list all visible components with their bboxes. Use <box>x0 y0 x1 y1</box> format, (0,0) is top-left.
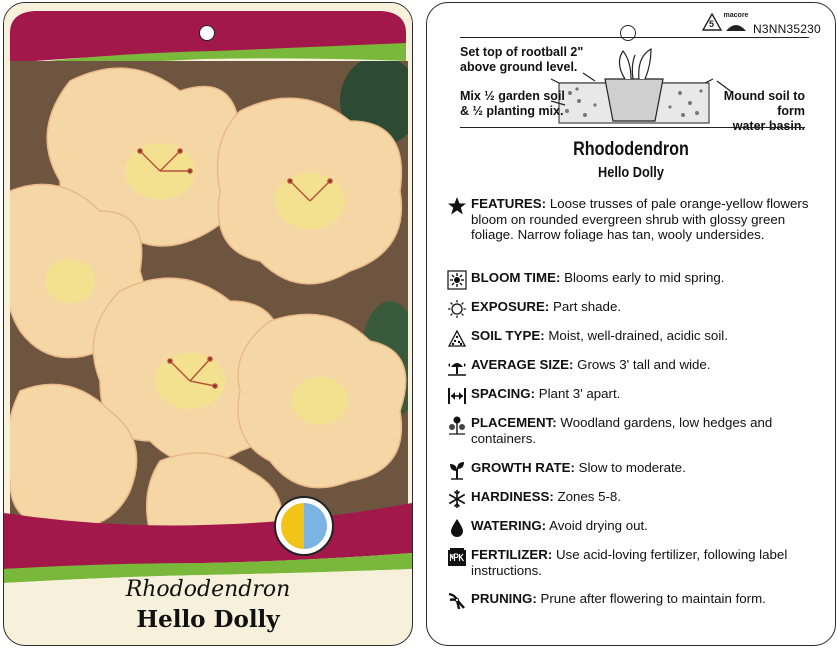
feature-bloom-time <box>447 270 822 286</box>
plant-subtitle: Hello Dolly <box>598 164 664 181</box>
star-icon <box>447 196 467 216</box>
feature-key: SPACING: <box>471 386 536 401</box>
bloom-icon <box>447 270 467 290</box>
feature-key: AVERAGE SIZE: <box>471 357 574 372</box>
feature-text: Plant 3' apart. <box>538 386 621 401</box>
hang-hole <box>199 25 215 41</box>
feature-watering <box>447 518 822 534</box>
cultivar-name: Hello Dolly <box>136 606 280 633</box>
placement-icon <box>447 415 467 435</box>
back-tag <box>426 2 836 646</box>
label-mound-line1: Mound soil to form <box>723 89 805 118</box>
hang-hole <box>620 25 636 41</box>
feature-text: Grows 3' tall and wide. <box>577 357 711 372</box>
feature-text: Part shade. <box>553 299 622 314</box>
feature-soil-type <box>447 328 822 344</box>
label-mound-line2: water basin. <box>732 119 805 133</box>
feature-key: HARDINESS: <box>471 489 554 504</box>
feature-key: PLACEMENT: <box>471 415 557 430</box>
feature-text: Slow to moderate. <box>578 460 686 475</box>
product-code: N3NN35230 <box>753 22 821 36</box>
divider-top <box>460 37 809 38</box>
brand-text: macore <box>723 12 749 19</box>
genus-name: Rhododendron <box>125 577 291 602</box>
label-rootball <box>460 45 583 75</box>
snowflake-icon <box>447 489 467 509</box>
spacing-icon <box>447 386 467 406</box>
label-rootball-line1: Set top of rootball 2" <box>460 45 584 59</box>
feature-hardiness <box>447 489 822 505</box>
label-mix-line1: Mix ½ garden soil <box>460 89 565 103</box>
part-shade-icon <box>274 496 334 556</box>
feature-placement <box>447 415 822 446</box>
sun-icon <box>447 299 467 319</box>
bottom-band <box>4 473 412 593</box>
feature-key: SOIL TYPE: <box>471 328 545 343</box>
feature-text: Blooms early to mid spring. <box>564 270 725 285</box>
feature-growth-rate <box>447 460 822 476</box>
size-icon <box>447 357 467 377</box>
feature-features <box>447 196 822 243</box>
feature-key: FERTILIZER: <box>471 547 553 562</box>
feature-text: Prune after flowering to maintain form. <box>540 591 766 606</box>
feature-text: Woodland gardens, low hedges and containers. <box>471 415 773 446</box>
feature-spacing <box>447 386 822 402</box>
pruners-icon <box>447 591 467 611</box>
feature-key: PRUNING: <box>471 591 537 606</box>
water-drop-icon <box>447 518 467 538</box>
feature-text: Use acid-loving fertilizer, following label instructions. <box>471 547 788 578</box>
label-mix <box>460 89 565 119</box>
flower-photo <box>10 61 408 533</box>
feature-average-size <box>447 357 822 373</box>
recycle-number: 5 <box>709 19 715 29</box>
divider-mid <box>460 127 805 128</box>
feature-key: FEATURES: <box>471 196 547 211</box>
feature-exposure <box>447 299 822 315</box>
feature-text: Loose trusses of pale orange-yellow flowers bloom on rounded evergreen shrub with glossy green foliage. Narrow foliage has tan, wooly undersides. <box>471 196 809 242</box>
feature-key: WATERING: <box>471 518 547 533</box>
feature-text: Avoid drying out. <box>549 518 648 533</box>
label-rootball-line2: above ground level. <box>460 60 578 74</box>
label-mix-line2: & ½ planting mix. <box>460 104 564 118</box>
soil-icon <box>447 328 467 348</box>
feature-pruning <box>447 591 822 607</box>
plant-title: Rhododendron <box>573 139 689 160</box>
npk-icon <box>447 547 467 567</box>
feature-key: EXPOSURE: <box>471 299 550 314</box>
feature-key: GROWTH RATE: <box>471 460 575 475</box>
feature-text: Zones 5-8. <box>557 489 622 504</box>
growth-icon <box>447 460 467 480</box>
brand-logo <box>722 12 750 38</box>
front-tag <box>3 2 413 646</box>
feature-text: Moist, well-drained, acidic soil. <box>548 328 728 343</box>
feature-key: BLOOM TIME: <box>471 270 561 285</box>
feature-fertilizer <box>447 547 822 578</box>
